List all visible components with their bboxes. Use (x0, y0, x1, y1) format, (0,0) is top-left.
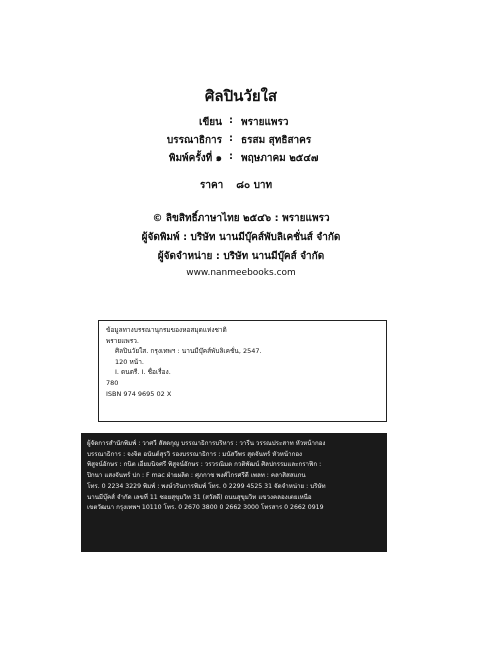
cip-title: ศิลปินวัยใส. กรุงเทพฯ : นานมีบุ๊คส์พับลิเคชั่น, 2547. (115, 347, 262, 356)
copyright-line: © ลิขสิทธิ์ภาษาไทย ๒๕๔๖ : พรายแพรว (152, 213, 330, 224)
cip-classification: 780 (106, 378, 119, 387)
publisher-url: www.nanmeebooks.com (186, 268, 296, 278)
cip-pages: 120 หน้า. (115, 357, 144, 366)
price (200, 178, 272, 193)
distributor-line: ผู้จัดจำหน่าย : บริษัท นานมีบุ๊คส์ จำกัด (157, 251, 325, 262)
cip-isbn: ISBN 974 9695 02 X (106, 389, 172, 398)
price-value: ๘๐ บาท (236, 180, 273, 191)
credits-line: พิสูจน์อักษร : กนิต เอี่ยมนิจศรี พิสูจน์อักษร : วรวรณิมด กวติพัฒน์ ศิลปกรรมและกราฟิก : (87, 461, 322, 469)
author-colon: : (229, 115, 233, 126)
editor-colon: : (229, 133, 233, 144)
publisher-line: ผู้จัดพิมพ์ : บริษัท นานมีบุ๊คส์พับลิเคชั่นส์ จำกัด (141, 232, 341, 243)
cip-subjects: I. ดนตรี. I. ชื่อเรื่อง. (115, 368, 171, 377)
edition-value: พฤษภาคม ๒๕๔๗ (241, 153, 319, 164)
edition-colon: : (229, 151, 233, 162)
credits-line: โทร. 0 2234 3229 พิมพ์ : พงษ์วรินการพิมพ์ โทร. 0 2299 4525 31 จัดจำหน่าย : บริษัท (87, 482, 326, 490)
author-value: พรายแพรว (241, 117, 289, 128)
cip-author: พรายแพรว. (106, 336, 139, 345)
credits-line: ปิกนา แสงจันทร์ ปก : F mac ฝ่ายผลิต : ศุภกาช พงศ์ไกรศรีดี เพลท : คลาสิสสแกน (87, 472, 306, 480)
author-label: เขียน (199, 117, 222, 128)
price-label: ราคา (200, 180, 224, 191)
credits-line: นานมีบุ๊คส์ จำกัด เลขที่ 11 ซอยสุขุมวิท 31 (สวัสดี) ถนนสุขุมวิท แขวงคลองเตยเหนือ (87, 493, 312, 501)
credits-line: เขตวัฒนา กรุงเทพฯ 10110 โทร. 0 2670 3800 0 2662 3000 โทรสาร 0 2662 0919 (87, 504, 324, 512)
credits-line: บรรณาธิการ : จงจิต อนันต์สุรวิ รองบรรณาธิการ : มนัสวีพร สุดจันทร์ หัวหน้ากอง (87, 450, 303, 458)
credits-box (81, 433, 387, 552)
cip-heading: ข้อมูลทางบรรณานุกรมของหอสมุดแห่งชาติ (106, 326, 227, 334)
credits-line: ผู้จัดการสำนักพิมพ์ : วาศวี สัสดกุญ บรรณาธิการบริหาร : วารีน วรรณประสาท หัวหน้ากอง (87, 440, 326, 447)
edition-label: พิมพ์ครั้งที่ ๑ (168, 153, 222, 164)
editor-label: บรรณาธิการ (166, 135, 222, 146)
editor-value: ธรสม สุทธิสาคร (241, 135, 312, 146)
book-title: ศิลปินวัยใส (204, 87, 278, 105)
cip-box (98, 320, 387, 422)
